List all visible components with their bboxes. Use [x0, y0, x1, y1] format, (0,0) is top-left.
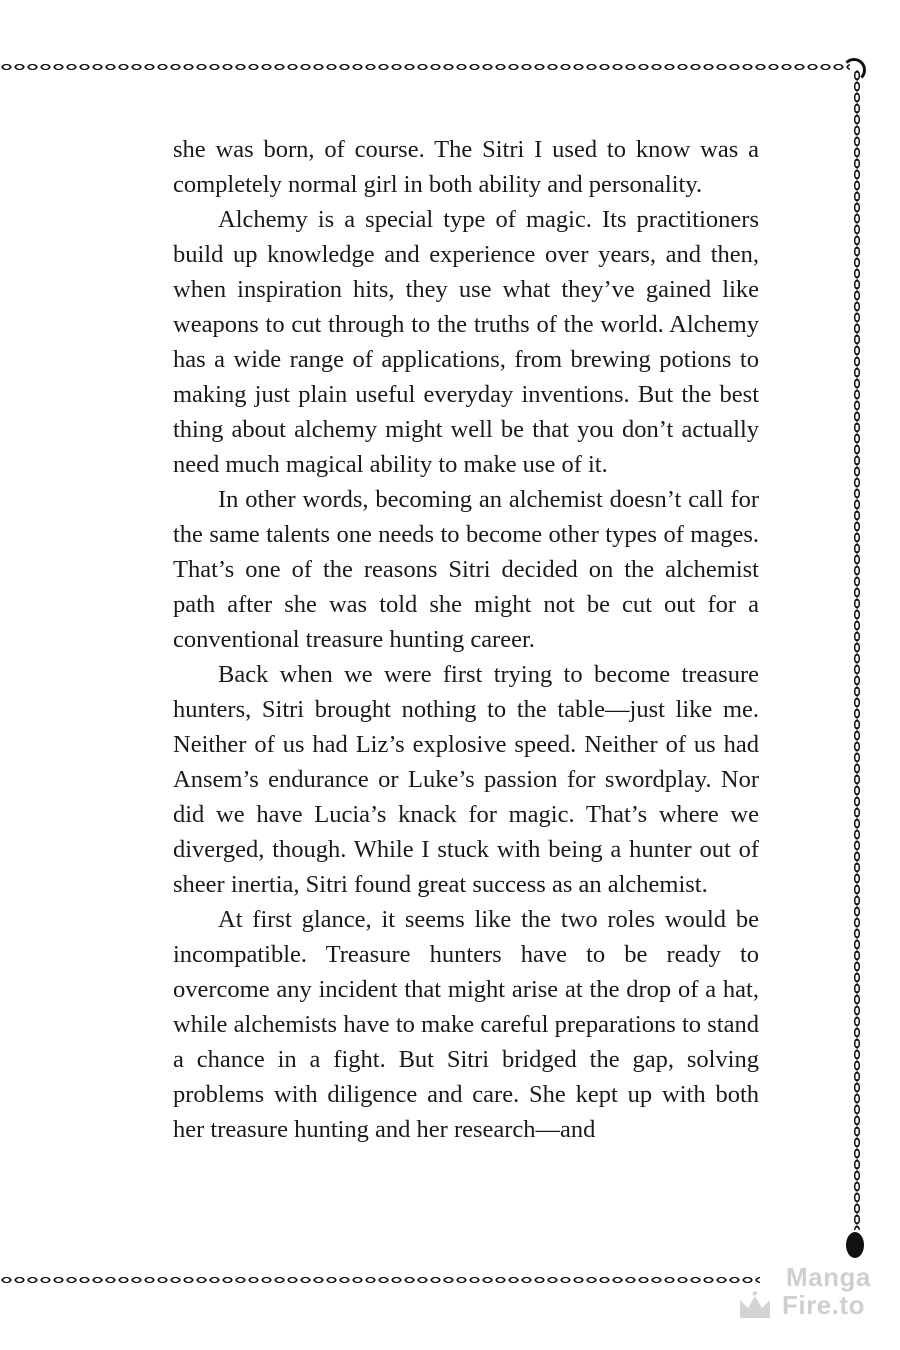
watermark-line2: Fire.to — [782, 1290, 865, 1320]
chain-border-right — [852, 70, 862, 1230]
chain-border-bottom — [0, 1275, 760, 1285]
chain-border-top — [0, 62, 850, 72]
paragraph-2: Alchemy is a special type of magic. Its practitioners build up knowledge and experience over years, and then, when inspiration hits, they use what they’ve gained like weapons to cut through to the truths of the world. Alchemy has a wide range of applications, from brewing potions to making just plain useful everyday inventions. But the best thing about alchemy might well be that you don’t actually need much magical ability to make use of it. — [173, 206, 759, 478]
watermark — [738, 1262, 878, 1322]
paragraph-3: In other words, becoming an alchemist doesn’t call for the same talents one needs to become other types of mages. That’s one of the reasons Sitri decided on the alchemist path after she was told she might not be cut out for a conventional treasure hunting career. — [173, 486, 759, 653]
paragraph-5: At first glance, it seems like the two roles would be incompatible. Treasure hunters have to be ready to overcome any incident that might arise at the drop of a hat, while alchemists have to make careful preparations to stand a chance in a fight. But Sitri bridged the gap, solving problems with diligence and care. She kept up with both her treasure hunting and her research—and — [173, 906, 759, 1143]
watermark-line1: Manga — [786, 1262, 871, 1292]
page-body-text — [173, 132, 759, 1147]
paragraph-1: she was born, of course. The Sitri I used to know was a completely normal girl in both ability and personality. — [173, 136, 759, 198]
mangafire-logo-icon — [738, 1290, 772, 1320]
chain-pendant-ornament — [846, 1232, 864, 1258]
paragraph-4: Back when we were first trying to become treasure hunters, Sitri brought nothing to the table—just like me. Neither of us had Liz’s explosive speed. Neither of us had Ansem’s endurance or Luke’s passion for swordplay. Nor did we have Lucia’s knack for magic. That’s where we diverged, though. While I stuck with being a hunter out of sheer inertia, Sitri found great success as an alchemist. — [173, 661, 759, 898]
